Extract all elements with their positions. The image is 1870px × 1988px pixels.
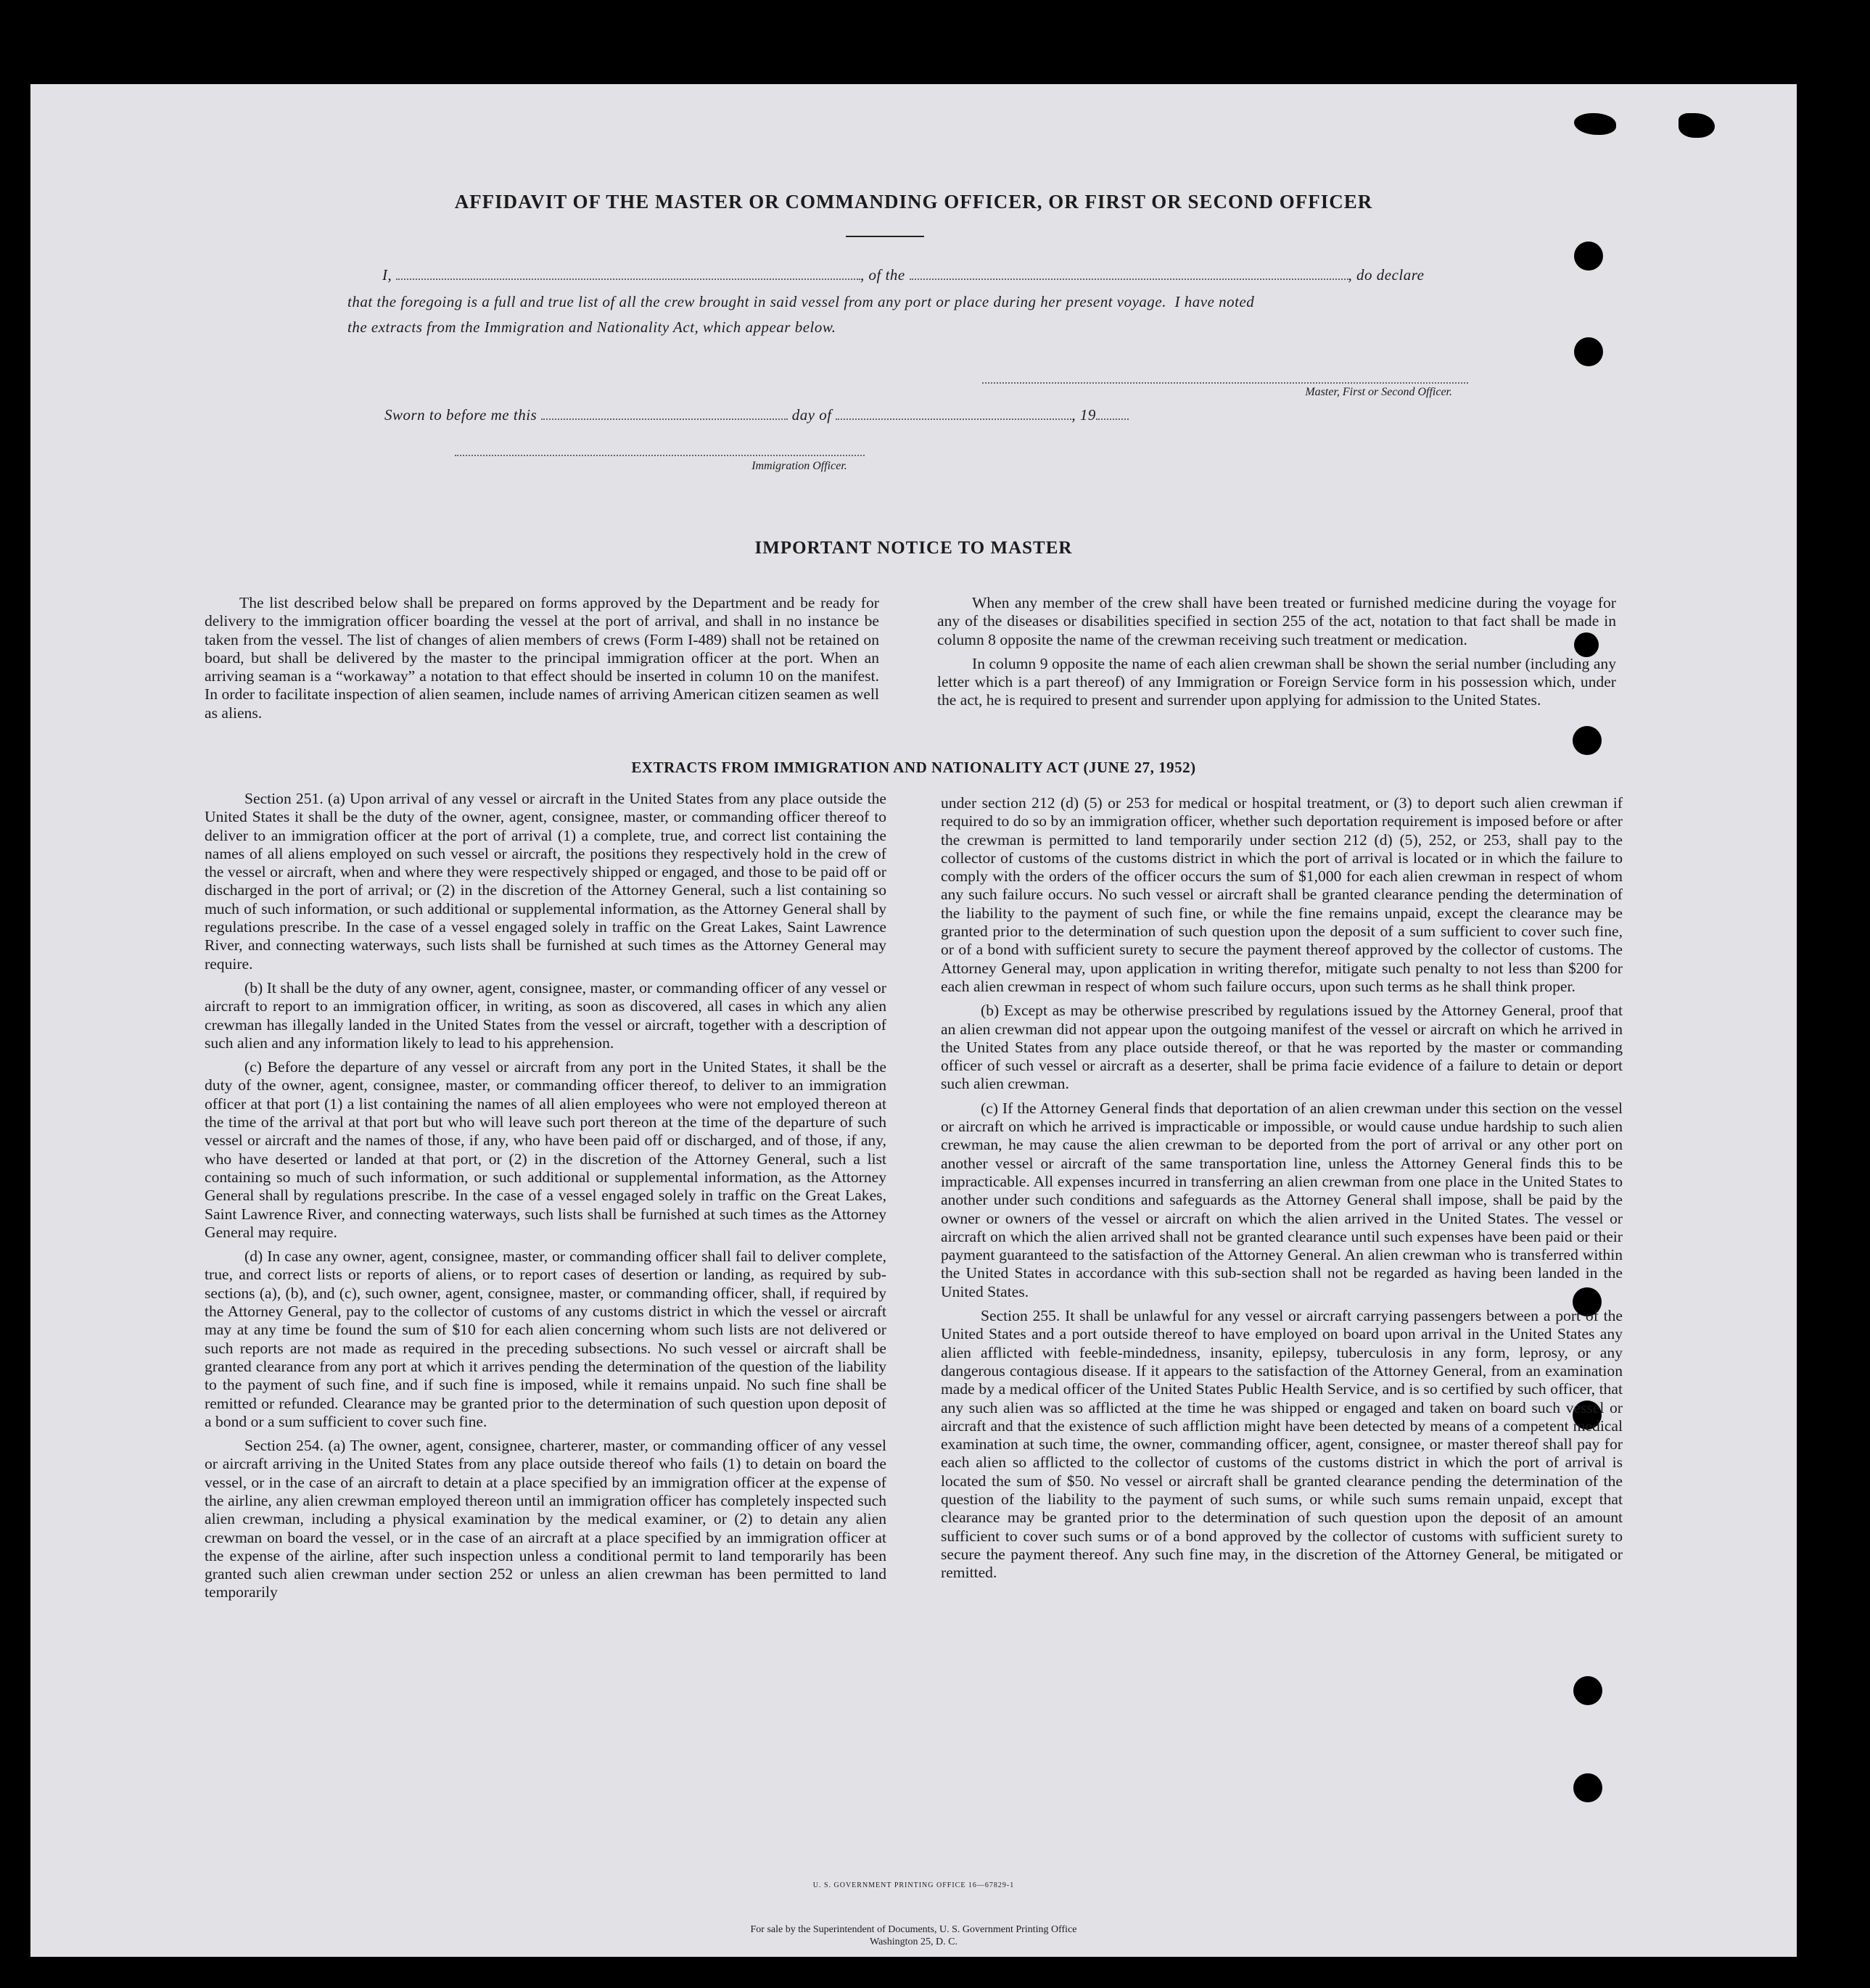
section-254a: Section 254. (a) The owner, agent, consignee, charterer, master, or commanding officer of any vessel or aircraft arriving in the United States from any place outside thereof who fails (1) to detain on board the vessel, or in the case of an aircraft to detain at a place specified by an immigration officer at the expense of the airline, any alien crewman employed thereon until an immigration officer has completely inspected such alien crewman, including a physical examination by the medical examiner, or (2) to detain any alien crewman on board the vessel, or in the case of an aircraft at a place specified by an immigration officer at the expense of the airline, after such inspection unless a conditional permit to land temporarily has been granted such alien crewman under section 252 or unless an alien crewman has been permitted to land temporarily <box>205 1437 886 1601</box>
notice-left-column <box>205 594 879 728</box>
extracts-title: EXTRACTS FROM IMMIGRATION AND NATIONALITY ACT (JUNE 27, 1952) <box>631 759 1196 776</box>
form-page <box>30 84 1797 1957</box>
printer-line: U. S. GOVERNMENT PRINTING OFFICE 16—67829-1 <box>812 1881 1015 1889</box>
master-signature-label: Master, First or Second Officer. <box>1305 386 1452 398</box>
section-251a: Section 251. (a) Upon arrival of any vessel or aircraft in the United States from any place outside the United States it shall be the duty of the owner, agent, consignee, master, or commanding officer thereof to deliver to an immigration officer at the port of arrival (1) a complete, true, and correct list containing the names of all aliens employed on such vessel or aircraft, the positions they respectively hold in the crew of the vessel or aircraft, when and where they were respectively shipped or engaged, and those to be paid off or discharged in the port of arrival; or (2) in the discretion of the Attorney General, such a list containing so much of such information, or such additional or supplemental information, as the Attorney General shall by regulations prescribe. In the case of a vessel engaged solely in traffic on the Great Lakes, Saint Lawrence River, and connecting waterways, such lists shall be furnished at such times as the Attorney General may require. <box>205 790 886 973</box>
sale-footer-line-1: For sale by the Superintendent of Documents, U. S. Government Printing Office <box>750 1924 1077 1935</box>
section-251c: (c) Before the departure of any vessel or aircraft from any port in the United States, it shall be the duty of the owner, agent, consignee, master, or commanding officer thereof, to deliver to an immigration officer at that port (1) a list containing the names of all alien employees who were not employed thereon at the time of the arrival at that port but who will leave such port thereon at the time of the departure of such vessel or aircraft and the names of those, if any, who have been paid off or discharged, and of those, if any, who have deserted or landed at that port, or (2) in the discretion of the Attorney General, such a list containing so much of such information, or such additional or supplemental information, as the Attorney General shall by regulations prescribe. In the case of a vessel engaged solely in traffic on the Great Lakes, Saint Lawrence River, and connecting waterways, such lists shall be furnished at such times as the Attorney General may require. <box>205 1058 886 1241</box>
day-of-label: day of <box>791 406 832 424</box>
section-254c: (c) If the Attorney General finds that deportation of an alien crewman under this section on the vessel or aircraft on which he arrived is impracticable or impossible, or would cause undue hardship to such alien crewman, he may cause the alien crewman to be deported from the port of arrival or any other port on another vessel or aircraft of the same transportation line, unless the Attorney General finds this to be impracticable. All expenses incurred in transferring an alien crewman from one place in the United States to another under such conditions and safeguards as the Attorney General shall impose, shall be paid by the owner or owners of the vessel or aircraft on which the alien arrived in the United States. The vessel or aircraft on which the alien arrived shall not be granted clearance until such expenses have been paid or their payment guaranteed to the satisfaction of the Attorney General. An alien crewman who is transferred within the United States in accordance with this sub-section shall not be regarded as having been landed in the United States. <box>941 1099 1623 1300</box>
notice-title: IMPORTANT NOTICE TO MASTER <box>754 538 1073 558</box>
affidavit-declare: , do declare <box>1348 266 1425 284</box>
affidavit-line-2-text: that the foregoing is a full and true list of all the crew brought in said vessel from any port or place during her present voyage. <box>347 293 1167 310</box>
ink-blot <box>1679 113 1715 138</box>
section-254a-cont: under section 212 (d) (5) or 253 for medical or hospital treatment, or (3) to deport such alien crewman if required to do so by an immigration officer, whether such deportation requirement is imposed before or after the crewman is permitted to land temporarily under section 212 (d) (5), 252, or 253, shall pay to the collector of customs of the customs district in which the port of arrival is located or in which the failure to comply with the orders of the officer occurs the sum of $1,000 for each alien crewman in respect of whom any such failure occurs. No such vessel or aircraft shall be granted clearance pending the determination of the liability to the payment of such fine, or while the fine remains unpaid, except the clearance may be granted prior to the determination of such question upon the deposit of a sum sufficient to cover such fine, or of a bond with sufficient surety to secure the payment thereof approved by the collector of customs. The Attorney General may, upon application in writing therefor, mitigate such penalty to not less than $200 for each alien crewman in respect of whom such failure occurs, upon such terms as he shall think proper. <box>941 794 1623 995</box>
section-251b: (b) It shall be the duty of any owner, agent, consignee, master, or commanding officer of any vessel or aircraft to report to an immigration officer, in writing, as soon as discovered, all cases in which any alien crewman has illegally landed in the United States from the vessel or aircraft, together with a description of such alien and any information likely to lead to his apprehension. <box>205 978 886 1052</box>
affidavit-line-2-end: I have noted <box>1174 293 1255 310</box>
sworn-line <box>384 405 1129 424</box>
sale-footer-line-2: Washington 25, D. C. <box>870 1937 957 1947</box>
affidavit-line-1 <box>382 265 1499 284</box>
master-signature-line[interactable] <box>982 382 1468 384</box>
section-251d: (d) In case any owner, agent, consignee, master, or commanding officer shall fail to deliver complete, true, and correct lists or reports of aliens, or to report cases of desertion or landing, as required by sub-sections (a), (b), and (c), such owner, agent, consignee, master, or commanding officer, shall, if required by the Attorney General, pay to the collector of customs of any customs district in which the vessel or aircraft may at any time be found the sum of $10 for each alien concerning whom such lists are not delivered or such reports are not made as required in the preceding subsections. No such vessel or aircraft shall be granted clearance from any port at which it arrives pending the determination of the question of the liability to the payment of such fine, and if such fine is imposed, while it remains unpaid. No such fine shall be remitted or refunded. Clearance may be granted prior to the determination of such question upon deposit of a bond or a sum sufficient to cover such fine. <box>205 1247 886 1430</box>
section-254b: (b) Except as may be otherwise prescribed by regulations issued by the Attorney General, proof that an alien crewman did not appear upon the outgoing manifest of the vessel or aircraft on which he arrived in the United States from any place outside thereof, or that he was reported by the master or commanding officer of such vessel or aircraft as a deserter, shall be prima facie evidence of a failure to detain or deport such alien crewman. <box>941 1002 1623 1093</box>
punch-hole <box>1573 726 1602 755</box>
sworn-month-field[interactable] <box>836 405 1071 420</box>
title-rule <box>846 236 924 237</box>
punch-hole <box>1574 242 1603 271</box>
affidavit-title: AFFIDAVIT OF THE MASTER OR COMMANDING OFFICER, OR FIRST OR SECOND OFFICER <box>454 191 1373 213</box>
section-255: Section 255. It shall be unlawful for any vessel or aircraft carrying passengers between a port of the United States and a port outside thereof to have employed on board upon arrival in the United States any alien afflicted with feeble-mindedness, insanity, epilepsy, tuberculosis in any form, leprosy, or any dangerous contagious disease. If it appears to the satisfaction of the Attorney General, from an examination made by a medical officer of the United States Public Health Service, and is so certified by such officer, that any such alien was so afflicted at the time he was shipped or engaged and taken on board such vessel or aircraft and that the existence of such affliction might have been detected by means of a competent medical examination at such time, the owner, commanding officer, agent, consignee, or master thereof shall pay for each alien so afflicted to the collector of customs of the customs district in which the port of arrival is located the sum of $50. No vessel or aircraft shall be granted clearance pending the determination of the question of the liability to the payment of such sums, or while such sums remain unpaid, except that clearance may be granted prior to the determination of such question upon the deposit of an amount sufficient to cover such sums or of a bond approved by the collector of customs with sufficient surety to secure the payment thereof. Any such fine may, in the discretion of the Attorney General, be mitigated or remitted. <box>941 1307 1623 1582</box>
notice-paragraph: When any member of the crew shall have been treated or furnished medicine during the voyage for any of the diseases or disabilities specified in section 255 of the act, notation to that fact shall be made in column 8 opposite the name of the crewman receiving such treatment or medication. <box>937 594 1616 648</box>
sale-footer <box>30 1923 1797 1948</box>
punch-hole <box>1573 1773 1602 1802</box>
notice-right-column <box>937 594 1616 716</box>
name-field[interactable] <box>396 265 860 280</box>
year-label: , 19 <box>1071 406 1096 424</box>
extracts-right-column <box>941 794 1623 1588</box>
officer-signature-label: Immigration Officer. <box>751 460 847 472</box>
punch-hole <box>1574 337 1603 366</box>
extracts-left-column <box>205 790 886 1608</box>
notice-paragraph: In column 9 opposite the name of each alien crewman shall be shown the serial number (including any letter which is a part thereof) of any Immigration or Foreign Service form in his possession which, under the act, he is required to present and surrender upon applying for admission to the United States. <box>937 654 1616 709</box>
notice-paragraph: The list described below shall be prepared on forms approved by the Department and be ready for delivery to the immigration officer boarding the vessel at the port of arrival, and shall in no instance be taken from the vessel. The list of changes of alien members of crews (Form I-489) shall not be retained on board, but shall be delivered by the master to the principal immigration officer at the port. When an arriving seaman is a “workaway” a notation to that effect should be inserted in column 10 on the manifest. In order to facilitate inspection of alien seamen, include names of arriving American citizen seamen as well as aliens. <box>205 594 879 722</box>
affidavit-i: I, <box>382 266 392 284</box>
affidavit-line-2 <box>347 293 1508 311</box>
officer-signature-line[interactable] <box>455 455 865 456</box>
vessel-field[interactable] <box>910 265 1348 280</box>
affidavit-of-the: , of the <box>860 266 905 284</box>
affidavit-line-3: the extracts from the Immigration and Nationality Act, which appear below. <box>347 318 836 336</box>
punch-hole <box>1573 1676 1602 1705</box>
sworn-day-field[interactable] <box>541 405 788 420</box>
sworn-year-field[interactable] <box>1096 405 1129 420</box>
sworn-label: Sworn to before me this <box>384 406 537 424</box>
ink-blot <box>1574 113 1616 135</box>
